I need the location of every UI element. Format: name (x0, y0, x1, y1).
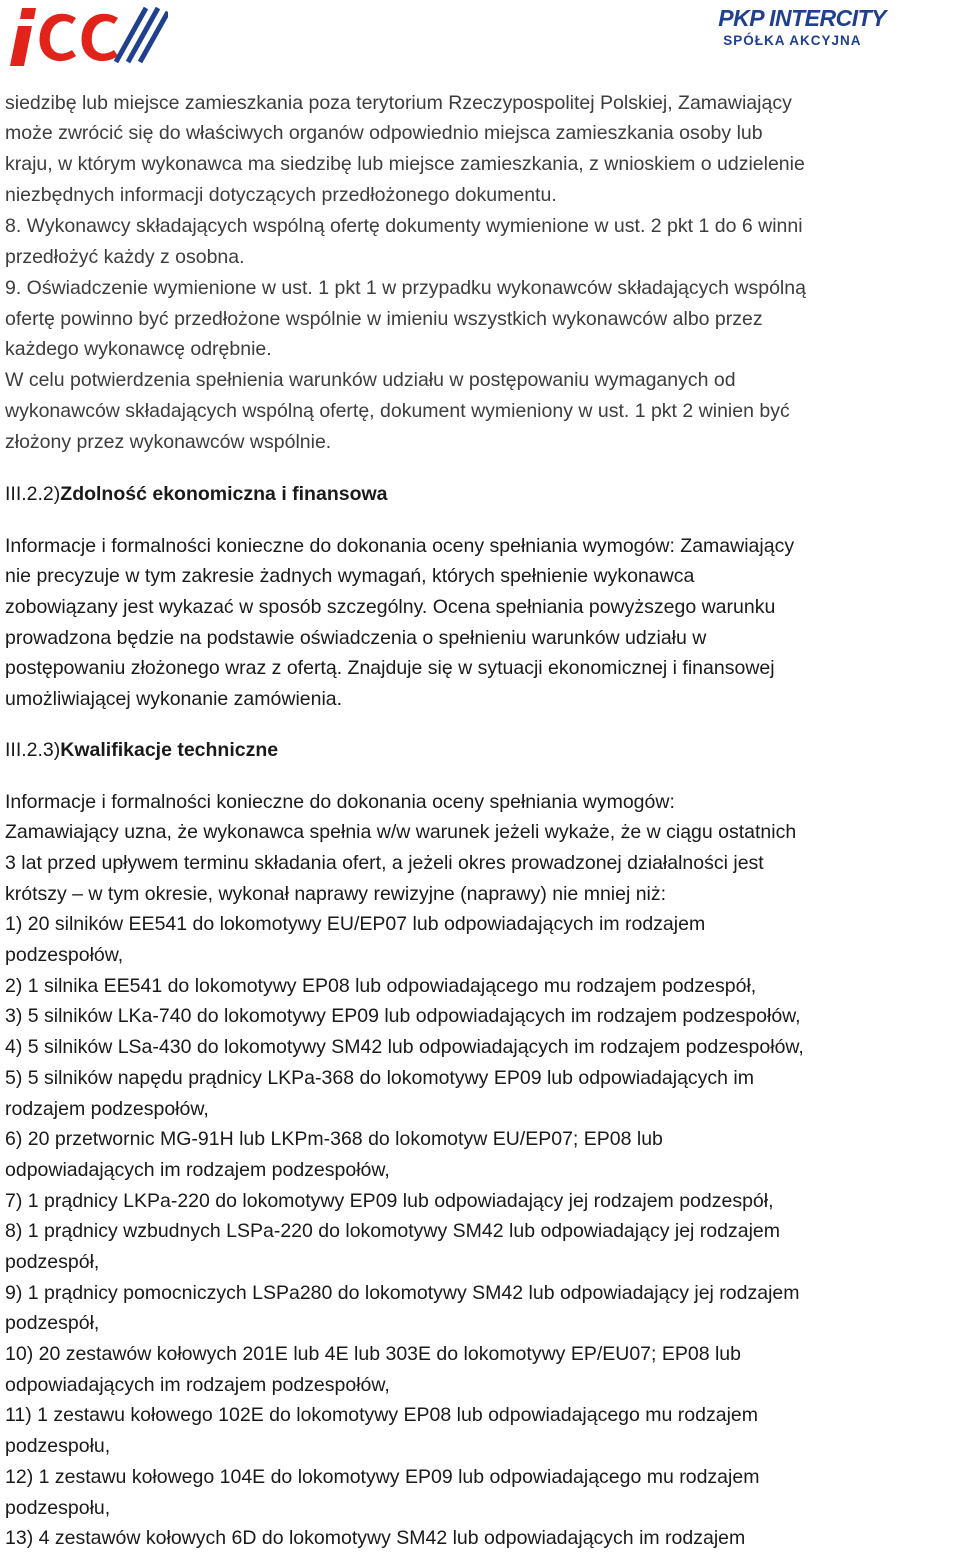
text-line: kraju, w którym wykonawca ma siedzibę lub miejsce zamieszkania, z wnioskiem o udzielenie (5, 153, 805, 175)
list-item: 5) 5 silników napędu prądnicy LKPa-368 do lokomotywy EP09 lub odpowiadających im (5, 1067, 755, 1089)
list-item: 12) 1 zestawu kołowego 104E do lokomotywy EP09 lub odpowiadającego mu rodzajem (5, 1466, 760, 1488)
text-line: ofertę powinno być przedłożone wspólnie w imieniu wszystkich wykonawców albo przez (5, 308, 763, 330)
text-line: przedłożyć każdy z osobna. (5, 246, 245, 268)
text-line: 8. Wykonawcy składających wspólną ofertę dokumenty wymienione w ust. 2 pkt 1 do 6 winni (5, 215, 803, 237)
text-line: odpowiadających im rodzajem podzespołów, (5, 1159, 390, 1181)
list-item: 4) 5 silników LSa-430 do lokomotywy SM42 lub odpowiadających im rodzajem podzespołów, (5, 1036, 804, 1058)
section-title: Zdolność ekonomiczna i finansowa (60, 483, 388, 505)
list-item: 6) 20 przetwornic MG-91H lub LKPm-368 do lokomotyw EU/EP07; EP08 lub (5, 1128, 663, 1150)
text-line: złożony przez wykonawców wspólnie. (5, 431, 332, 453)
section-heading (5, 479, 957, 510)
text-line: podzespołów, (5, 944, 124, 966)
list-item: 13) 4 zestawów kołowych 6D do lokomotywy SM42 lub odpowiadających im rodzajem (5, 1527, 746, 1549)
list-item: 1) 20 silników EE541 do lokomotywy EU/EP07 lub odpowiadających im rodzajem (5, 913, 706, 935)
text-line: rodzajem podzespołów, (5, 1098, 209, 1120)
text-line: Informacje i formalności konieczne do dokonania oceny spełniania wymogów: Zamawiający (5, 535, 795, 557)
text-line: siedzibę lub miejsce zamieszkania poza terytorium Rzeczypospolitej Polskiej, Zamawiający (5, 92, 792, 114)
text-line: postępowaniu złożonego wraz z ofertą. Znajduje się w sytuacji ekonomicznej i finansowej (5, 657, 775, 679)
text-line: każdego wykonawcę odrębnie. (5, 338, 272, 360)
list-item: 7) 1 prądnicy LKPa-220 do lokomotywy EP09 lub odpowiadający jej rodzajem podzespół, (5, 1190, 774, 1212)
text-line: podzespołu, (5, 1497, 111, 1519)
list-item: 8) 1 prądnicy wzbudnych LSPa-220 do lokomotywy SM42 lub odpowiadający jej rodzajem (5, 1220, 781, 1242)
ic-logo-icon (6, 4, 168, 68)
text-line: podzespół, (5, 1251, 100, 1273)
text-line: 3 lat przed upływem terminu składania ofert, a jeżeli okres prowadzonej działalności jest (5, 852, 764, 874)
brand-name: PKP INTERCITY (718, 5, 886, 31)
text-line: odpowiadających im rodzajem podzespołów, (5, 1374, 390, 1396)
text-line: podzespołu, (5, 1435, 111, 1457)
page-header (0, 0, 960, 80)
text-line: wykonawców składających wspólną ofertę, dokument wymieniony w ust. 1 pkt 2 winien być (5, 400, 790, 422)
list-item: 9) 1 prądnicy pomocniczych LSPa280 do lokomotywy SM42 lub odpowiadający jej rodzajem (5, 1282, 800, 1304)
text-line: prowadzona będzie na podstawie oświadczenia o spełnieniu warunków udziału w (5, 627, 707, 649)
section-heading (5, 735, 957, 766)
text-line: nie precyzuje w tym zakresie żadnych wymagań, których spełnienie wykonawca (5, 565, 695, 587)
list-item: 10) 20 zestawów kołowych 201E lub 4E lub 303E do lokomotywy EP/EU07; EP08 lub (5, 1343, 742, 1365)
list-item: 3) 5 silników LKa-740 do lokomotywy EP09 lub odpowiadających im rodzajem podzespołów, (5, 1005, 801, 1027)
text-line: W celu potwierdzenia spełnienia warunków udziału w postępowaniu wymaganych od (5, 369, 736, 391)
pkp-intercity-logo (718, 6, 886, 50)
text-line: krótszy – w tym okresie, wykonał naprawy rewizyjne (naprawy) nie mniej niż: (5, 883, 667, 905)
text-line: może zwrócić się do właściwych organów odpowiednio miejsca zamieszkania osoby lub (5, 122, 763, 144)
brand-subtitle: SPÓŁKA AKCYJNA (723, 33, 862, 48)
text-line: podzespół, (5, 1312, 100, 1334)
text-line: niezbędnych informacji dotyczących przedłożonego dokumentu. (5, 184, 557, 206)
section-title: Kwalifikacje techniczne (60, 739, 279, 761)
list-item: 11) 1 zestawu kołowego 102E do lokomotywy EP08 lub odpowiadającego mu rodzajem (5, 1404, 758, 1426)
text-line: Informacje i formalności konieczne do dokonania oceny spełniania wymogów: (5, 791, 675, 813)
text-line: zobowiązany jest wykazać w sposób szczególny. Ocena spełniania powyższego warunku (5, 596, 776, 618)
section-number: III.2.3) (5, 739, 61, 761)
list-item: 2) 1 silnika EE541 do lokomotywy EP08 lub odpowiadającego mu rodzajem podzespół, (5, 975, 757, 997)
text-line: Zamawiający uzna, że wykonawca spełnia w/w warunek jeżeli wykaże, że w ciągu ostatnich (5, 821, 797, 843)
text-line: 9. Oświadczenie wymienione w ust. 1 pkt 1 w przypadku wykonawców składających wspólną (5, 277, 806, 299)
text-line: umożliwiającej wykonanie zamówienia. (5, 688, 343, 710)
section-number: III.2.2) (5, 483, 61, 505)
